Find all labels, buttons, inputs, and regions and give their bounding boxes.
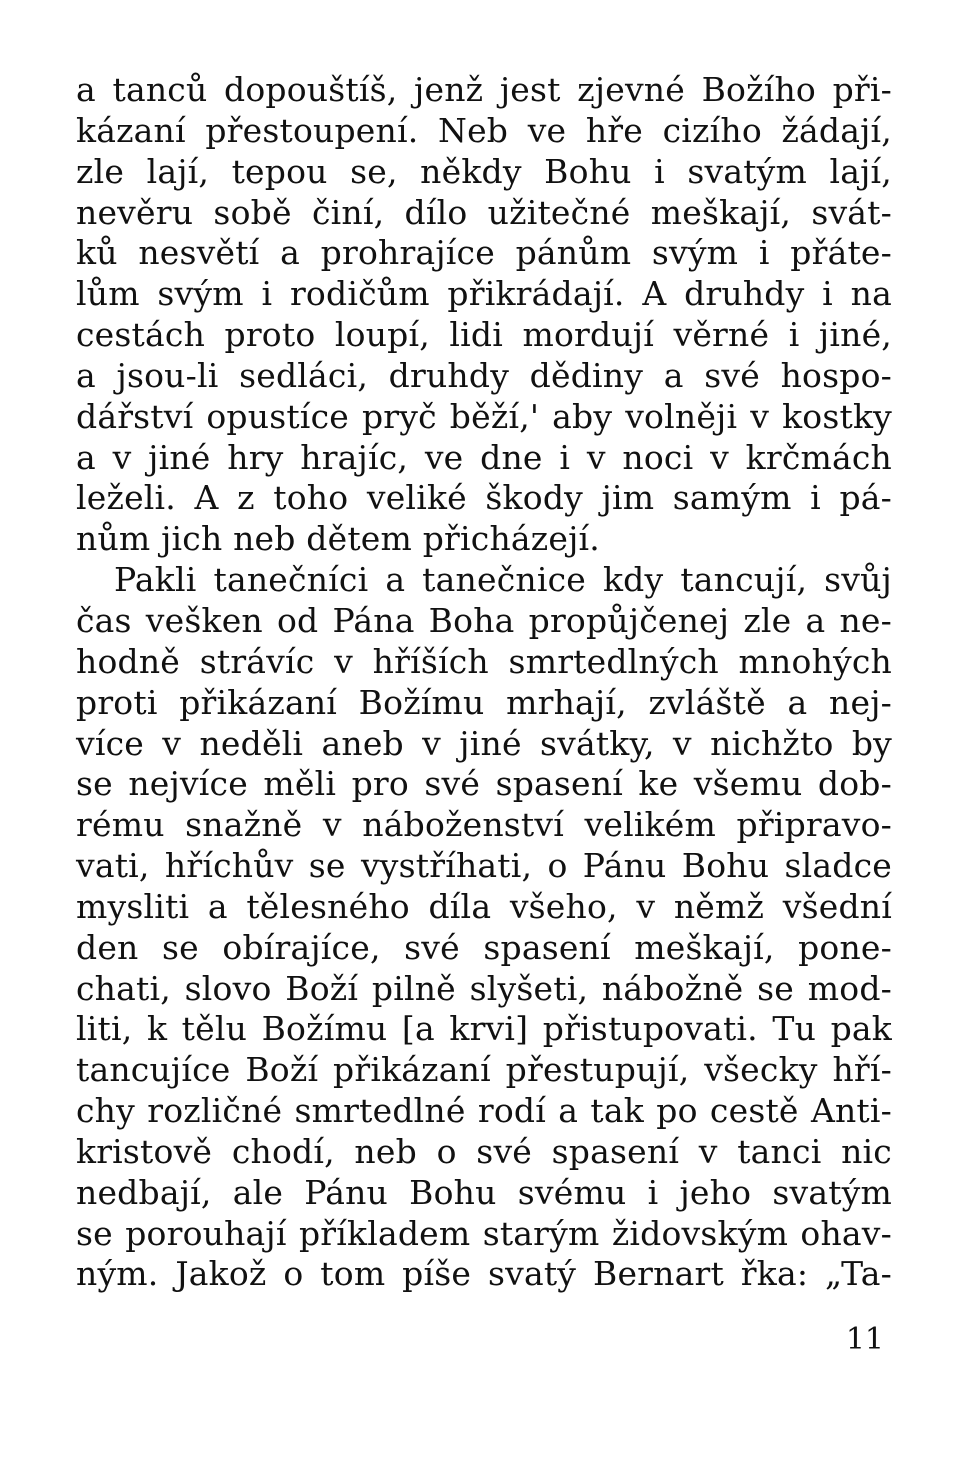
text-line: nevěru sobě činí, dílo užitečné meškají, svát- [76,192,892,232]
text-line: kristově chodí, neb o své spasení v tanci nic [76,1131,892,1171]
paragraph-end-line: nům jich neb dětem přicházejí. [76,519,600,559]
text-line: chati, slovo Boží pilně slyšeti, nábožně se mod- [76,968,892,1008]
text-line: více v neděli aneb v jiné svátky, v nichžto by [76,723,892,763]
text-line: vati, hříchův se vystříhati, o Pánu Bohu sladce [76,846,892,886]
text-line: a tanců dopouštíš, jenž jest zjevné Božího při- [76,70,892,109]
text-line: cestách proto loupí, lidi mordují věrné i jiné, [76,315,892,355]
text-line: lům svým i rodičům přikrádají. A druhdy i na [76,274,892,314]
text-line: čas vešken od Pána Boha propůjčenej zle a ne- [76,600,892,640]
text-line: den se obírajíce, své spasení meškají, pone- [76,927,892,967]
paragraph-start-line: Pakli tanečníci a tanečnice kdy tancují, svůj [114,560,892,600]
text-line: se nejvíce měli pro své spasení ke všemu dob- [76,764,892,804]
text-line: a v jiné hry hrajíc, ve dne i v noci v krčmách [76,437,892,477]
text-line: zle lají, tepou se, někdy Bohu i svatým lají, [76,151,892,191]
body-text [76,70,892,1295]
text-line: liti, k tělu Božímu [a krvi] přistupovati. Tu pak [76,1009,892,1049]
text-line: mysliti a tělesného díla všeho, v němž všední [76,886,892,926]
text-line: dářství opustíce pryč běží,' aby volněji v kostky [76,396,892,436]
text-line: a jsou-li sedláci, druhdy dědiny a své hospo- [76,355,892,395]
text-line: tancujíce Boží přikázaní přestupují, všecky hří- [76,1050,892,1090]
text-line: leželi. A z toho veliké škody jim samým i pá- [76,478,892,518]
text-line: hodně strávíc v hříších smrtedlných mnohých [76,641,892,681]
text-line: chy rozličné smrtedlné rodí a tak po cestě Anti- [76,1091,892,1131]
text-line: nedbají, ale Pánu Bohu svému i jeho svatým [76,1172,892,1212]
text-line: kázaní přestoupení. Neb ve hře cizího žádají, [76,110,892,150]
text-line: proti přikázaní Božímu mrhají, zvláště a nej- [76,682,892,722]
text-line: ným. Jakož o tom píše svatý Bernart řka: „Ta- [76,1254,892,1294]
text-line: ků nesvětí a prohrajíce pánům svým i přáte- [76,233,892,273]
text-line: rému snažně v náboženství velikém připravo- [76,805,892,845]
page-number: 11 [845,1322,884,1357]
text-line: se porouhají příkladem starým židovským ohav- [76,1213,892,1253]
